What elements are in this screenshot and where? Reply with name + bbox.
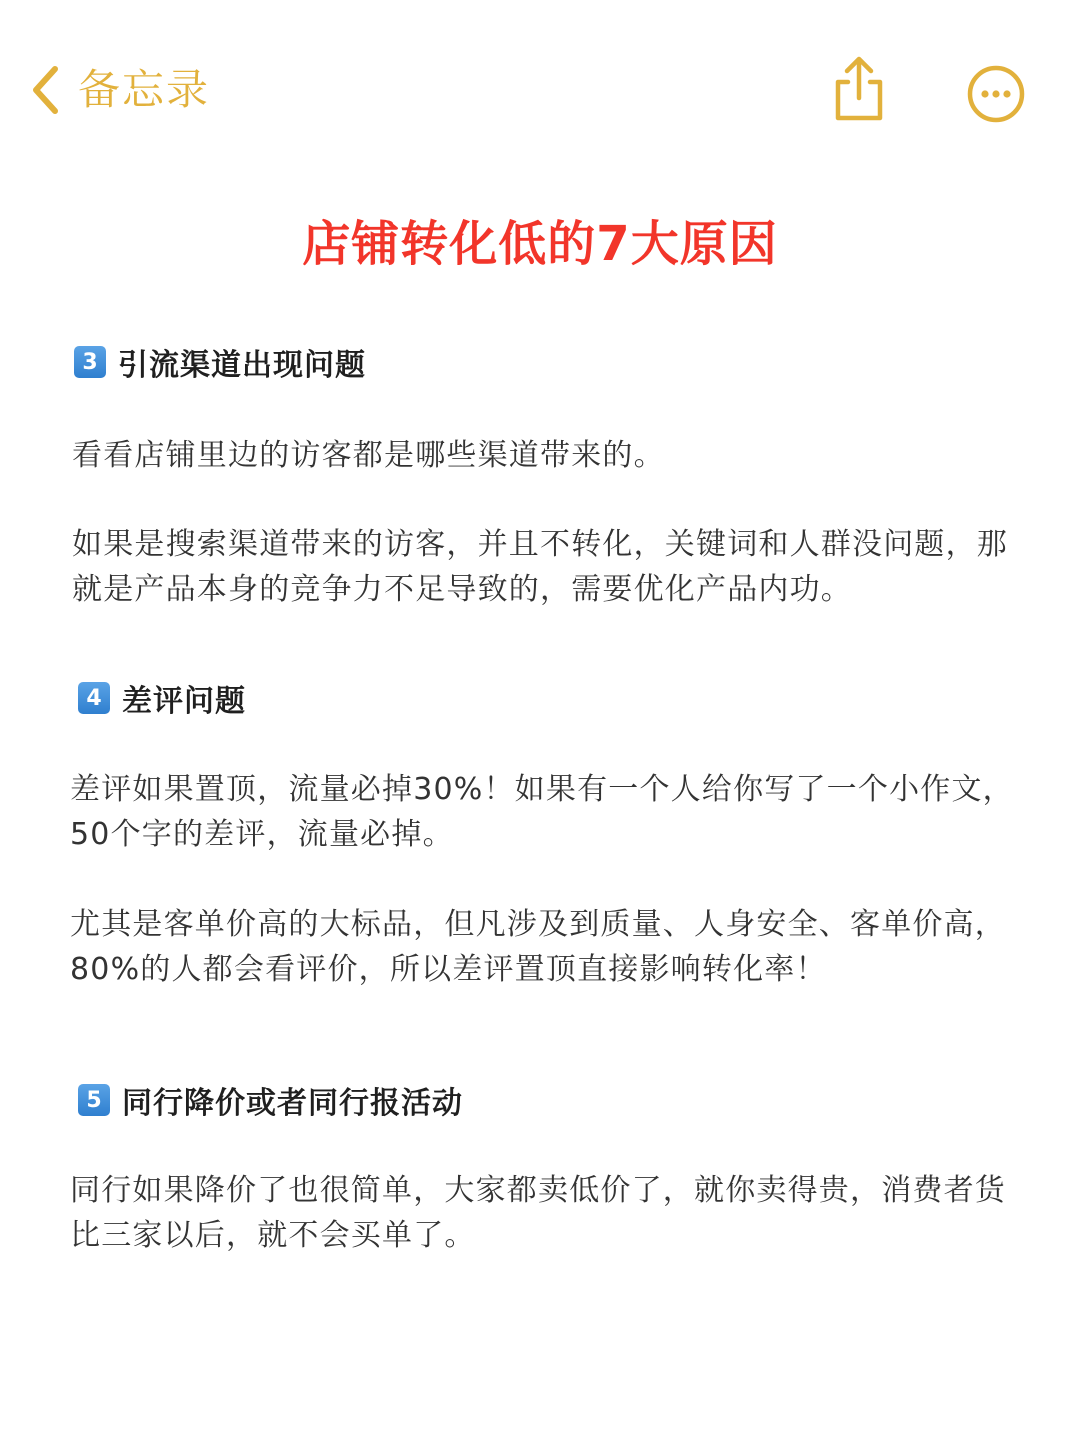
paragraph: 看看店铺里边的访客都是哪些渠道带来的。 [72, 438, 665, 473]
more-icon [966, 64, 1026, 124]
back-label: 备忘录 [78, 65, 211, 114]
section-heading-3 [74, 338, 366, 386]
chevron-left-icon [30, 65, 60, 115]
section-heading-4 [78, 674, 246, 722]
paragraph: 同行如果降价了也很简单，大家都卖低价了，就你卖得贵，消费者货比三家以后，就不会买单了。 [70, 1173, 1006, 1253]
paragraph: 尤其是客单价高的大标品，但凡涉及到质量、人身安全、客单价高，80%的人都会看评价，所以差评置顶直接影响转化率！ [70, 907, 1006, 987]
back-button[interactable] [30, 58, 210, 122]
section-heading-text: 差评问题 [122, 684, 246, 719]
section-heading-text: 同行降价或者同行报活动 [122, 1086, 463, 1121]
navigation-bar [0, 0, 1080, 180]
share-button[interactable] [826, 54, 892, 126]
number-badge: 5 [78, 1084, 110, 1116]
section-heading-text: 引流渠道出现问题 [118, 348, 366, 383]
note-title: 店铺转化低的7大原因 [302, 216, 778, 272]
more-options-button[interactable] [966, 64, 1026, 124]
number-badge: 4 [78, 682, 110, 714]
section-heading-5 [78, 1076, 463, 1124]
paragraph: 如果是搜索渠道带来的访客，并且不转化，关键词和人群没问题，那就是产品本身的竞争力不足导致的，需要优化产品内功。 [72, 527, 1008, 607]
paragraph: 差评如果置顶，流量必掉30%！如果有一个人给你写了一个小作文，50个字的差评，流量必掉。 [70, 772, 1014, 852]
number-badge: 3 [74, 346, 106, 378]
share-icon [826, 54, 892, 126]
